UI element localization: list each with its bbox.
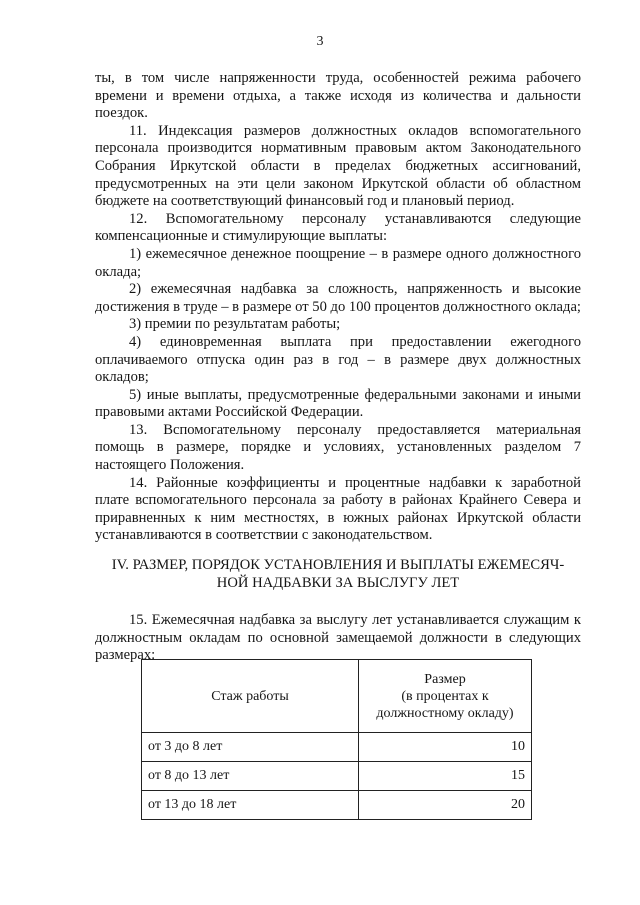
section-heading-line-2: НОЙ НАДБАВКИ ЗА ВЫСЛУГУ ЛЕТ xyxy=(216,575,460,591)
section-heading-line-1: IV. РАЗМЕР, ПОРЯДОК УСТАНОВЛЕНИЯ И ВЫПЛАТЫ ЕЖЕМЕСЯЧ- xyxy=(111,557,565,573)
header-size-line-2: (в процентах к xyxy=(401,688,489,704)
paragraph-15: 15. Ежемесячная надбавка за выслугу лет устанавливается служащим к должностным окладам по основной замещаемой должности в следующих размерах: xyxy=(95,612,581,664)
paragraph-13: 13. Вспомогательному персоналу предоставляется материальная помощь в размере, порядке и условиях, установленных разделом 7 настоящего Положения. xyxy=(95,421,581,474)
paragraph-14: 14. Районные коэффициенты и процентные надбавки к заработной плате вспомогательного персонала за работу в районах Крайнего Севера и приравненных к ним местностях, в южных районах Иркутской области устанавливаются в соответствии с законодательством. xyxy=(95,474,581,544)
paragraph-12: 12. Вспомогательному персоналу устанавливаются следующие компенсационные и стимулирующие выплаты: xyxy=(95,210,581,245)
tenure-allowance-table xyxy=(141,659,532,820)
list-item-1: 1) ежемесячное денежное поощрение – в размере одного должностного оклада; xyxy=(95,245,581,280)
section-heading xyxy=(95,556,581,592)
list-item-3: 3) премии по результатам работы; xyxy=(129,316,341,333)
header-size xyxy=(359,660,532,733)
header-period: Стаж работы xyxy=(142,660,359,733)
page-number: 3 xyxy=(316,34,324,49)
paragraph-11: 11. Индексация размеров должностных окладов вспомогательного персонала производится нормативным правовым актом Законодательного Собрания Иркутской области в пределах бюджетных ассигнований, предусмотренных на эти цели законом Иркутской области об областном бюджете на соответствующий финансовый год и плановый период. xyxy=(95,122,581,210)
header-size-line-1: Размер xyxy=(424,671,466,687)
table-row xyxy=(142,762,532,791)
paragraph-continuation: ты, в том числе напряженности труда, особенностей режима рабочего времени и времени отдыха, а также исходя из количества и дальности поездок. xyxy=(95,70,581,122)
row-period: от 8 до 13 лет xyxy=(142,762,359,791)
row-period: от 13 до 18 лет xyxy=(142,791,359,820)
row-period: от 3 до 8 лет xyxy=(142,733,359,762)
body-text xyxy=(95,70,581,545)
row-percent: 20 xyxy=(359,791,532,820)
list-item-5: 5) иные выплаты, предусмотренные федеральными законами и иными правовыми актами Российской Федерации. xyxy=(95,386,581,421)
section-body xyxy=(95,612,581,665)
list-item-2: 2) ежемесячная надбавка за сложность, напряженность и высокие достижения в труде – в размере от 50 до 100 процентов должностного оклада; xyxy=(95,281,581,315)
list-item-4: 4) единовременная выплата при предоставлении ежегодного оплачиваемого отпуска один раз в год – в размере двух должностных окладов; xyxy=(95,333,581,386)
header-size-line-3: должностному окладу) xyxy=(376,705,514,721)
row-percent: 10 xyxy=(359,733,532,762)
table-row xyxy=(142,791,532,820)
table-header-row xyxy=(142,660,532,733)
row-percent: 15 xyxy=(359,762,532,791)
table-row xyxy=(142,733,532,762)
